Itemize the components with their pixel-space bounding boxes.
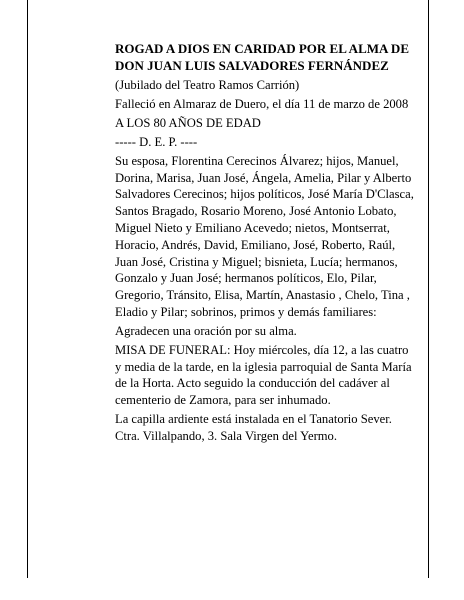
age-line: A LOS 80 AÑOS DE EDAD: [115, 115, 261, 130]
chapel-info: La capilla ardiente está instalada en el Tanatorio Sever. Ctra. Villalpando, 3. Sala Virgen del Yermo.: [115, 412, 392, 444]
page-border-right: [428, 0, 429, 578]
subtitle: (Jubilado del Teatro Ramos Carrión): [115, 77, 300, 92]
heading-line-2: DON JUAN LUIS SALVADORES FERNÁNDEZ: [115, 57, 389, 73]
obituary-heading: [115, 41, 415, 75]
page-border-left: [27, 0, 28, 578]
heading-line-1: ROGAD A DIOS EN CARIDAD POR EL ALMA DE: [115, 41, 409, 56]
obituary-notice: [115, 41, 415, 447]
funeral-info: MISA DE FUNERAL: Hoy miércoles, día 12, a las cuatro y media de la tarde, en la iglesia parroquial de Santa María de la Horta. Acto seguido la conducción del cadáver al cementerio de Zamora, para ser inhumado.: [115, 342, 412, 408]
rip-line: ----- D. E. P. ----: [115, 134, 198, 149]
death-notice: Falleció en Almaraz de Duero, el día 11 de marzo de 2008: [115, 96, 409, 111]
thanks-line: Agradecen una oración por su alma.: [115, 323, 297, 338]
family-list: Su esposa, Florentina Cerecinos Álvarez; hijos, Manuel, Dorina, Marisa, Juan José, Ángela, Amelia, Pilar y Alberto Salvadores Cerecinos; hijos políticos, José María D'Clasca, Santos Bragado, Rosario Moreno, José Antonio Lobato, Miguel Nieto y Emiliano Acevedo; nietos, Montserrat, Horacio, Andrés, David, Emiliano, José, Roberto, Raúl, Juan José, Cristina y Miguel; bisnieta, Lucía; hermanos, Gonzalo y Juan José; hermanos políticos, Elo, Pilar, Gregorio, Tránsito, Elisa, Martín, Anastasio , Chelo, Tina , Eladio y Pilar; sobrinos, primos y demás familiares:: [115, 153, 414, 319]
